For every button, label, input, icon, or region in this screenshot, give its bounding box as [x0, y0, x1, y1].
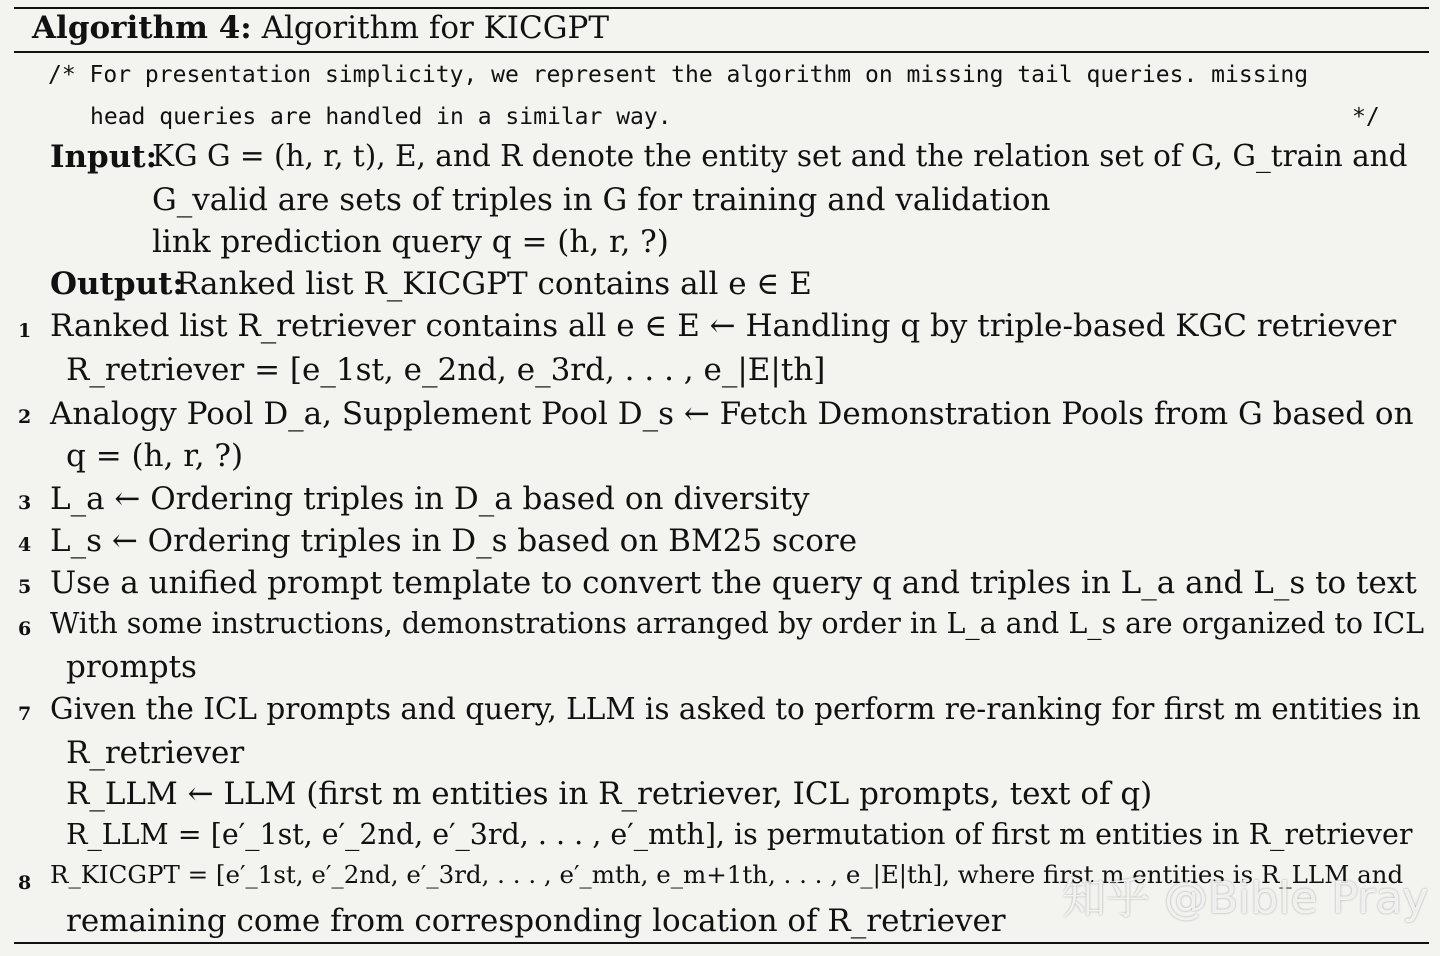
step-7-line-2: R_retriever: [66, 735, 245, 771]
step-8-line-1: R_KICGPT = [e′_1st, e′_2nd, e′_3rd, . . . , e′_mth, e_m+1th, . . . , e_|E|th], where first m entities is R_LLM and: [50, 860, 1404, 889]
header-rule: [14, 51, 1429, 53]
step-number: 7: [18, 703, 32, 725]
input-label: Input:: [50, 139, 158, 175]
input-line-3: link prediction query q = (h, r, ?): [152, 224, 669, 260]
input-line-1: KG G = (h, r, t), E, and R denote the entity set and the relation set of G, G_train and: [152, 139, 1408, 173]
step-number: 1: [18, 320, 32, 342]
step-number: 5: [18, 576, 32, 598]
step-2-line-2: q = (h, r, ?): [66, 438, 244, 474]
comment-line-2: head queries are handled in a similar way.: [90, 104, 672, 130]
step-5-line-1: Use a unified prompt template to convert the query q and triples in L_a and L_s to text: [50, 565, 1417, 601]
step-4-line-1: L_s ← Ordering triples in D_s based on BM25 score: [50, 523, 858, 559]
step-6-line-2: prompts: [66, 649, 197, 685]
step-number: 4: [18, 534, 32, 556]
step-2-line-1: Analogy Pool D_a, Supplement Pool D_s ← Fetch Demonstration Pools from G based on: [50, 396, 1414, 432]
step-number: 6: [18, 618, 32, 640]
comment-line-1: /* For presentation simplicity, we represent the algorithm on missing tail queries. missing: [48, 62, 1309, 88]
step-1-line-1: Ranked list R_retriever contains all e ∈ E ← Handling q by triple-based KGC retriever: [50, 308, 1397, 344]
output-label: Output:: [50, 266, 184, 302]
step-7-line-3: R_LLM ← LLM (first m entities in R_retriever, ICL prompts, text of q): [66, 776, 1153, 812]
step-number: 2: [18, 406, 32, 428]
step-7-line-4: R_LLM = [e′_1st, e′_2nd, e′_3rd, . . . , e′_mth], is permutation of first m entities in R_retriever: [66, 818, 1413, 851]
step-number: 8: [18, 872, 32, 894]
output-text: Ranked list R_KICGPT contains all e ∈ E: [176, 266, 812, 302]
algorithm-name: Algorithm for KICGPT: [261, 10, 610, 46]
top-rule: [14, 7, 1429, 9]
step-1-line-2: R_retriever = [e_1st, e_2nd, e_3rd, . . . , e_|E|th]: [66, 352, 826, 388]
step-3-line-1: L_a ← Ordering triples in D_a based on diversity: [50, 481, 810, 517]
algorithm-title: [32, 10, 609, 46]
step-8-line-2: remaining come from corresponding location of R_retriever: [66, 903, 1006, 939]
algorithm-label: Algorithm 4:: [32, 10, 252, 46]
watermark: 知乎 @Bible Pray: [1062, 873, 1429, 924]
input-line-2: G_valid are sets of triples in G for training and validation: [152, 182, 1051, 218]
step-6-line-1: With some instructions, demonstrations arranged by order in L_a and L_s are organized to ICL: [50, 607, 1425, 640]
step-7-line-1: Given the ICL prompts and query, LLM is asked to perform re-ranking for first m entities in: [50, 692, 1421, 726]
bottom-rule: [14, 942, 1429, 944]
step-number: 3: [18, 492, 32, 514]
comment-end: */: [1352, 104, 1380, 130]
